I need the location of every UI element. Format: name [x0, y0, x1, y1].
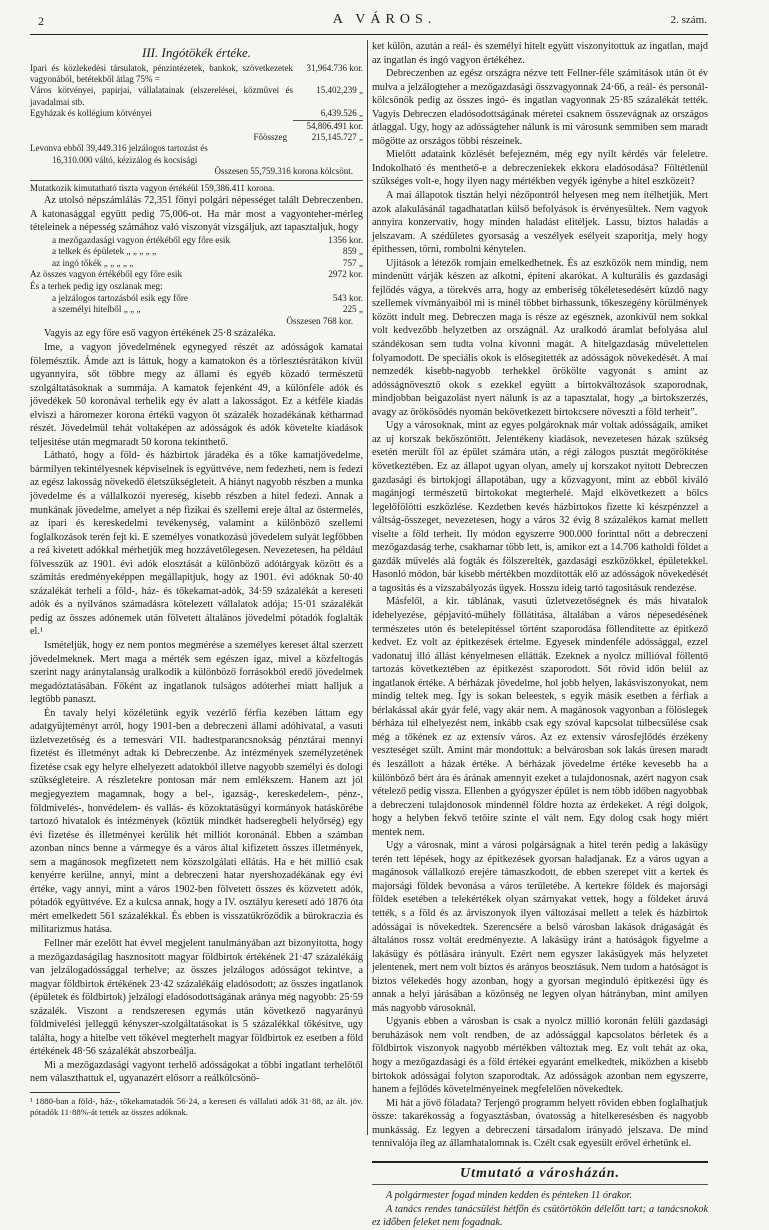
list-item: Az összes vagyon értékéből egy főre esik 2972 kor. — [30, 269, 363, 280]
paragraph: Mielőtt adataink közlését befejezném, még egy nyilt kérdés vár feleletre. Indokolható és menthető-e a debreczeniekek ekkora eladósodása? Föltétlenül szükséges volt-e, hogy ilyen nagy mértékben vegyék igénybe a hitel eszközeit? — [372, 149, 708, 188]
footnote-rule — [30, 1092, 120, 1093]
list-item: a telkek és épületek „ „ „ „ „ 859 „ — [52, 246, 363, 257]
column-divider — [367, 40, 368, 1135]
table-rule — [30, 180, 363, 181]
paragraph: Ugy a városoknak, mint az egyes polgároknak már voltak adósságaik, amiket az uj korszak beköszöntött. Jelentékeny kiadások, nevezetesen házak szükség esetén merült föl az épület számára után, a régi zálogos pusztát megörökitése következtében. Ez az állapot ugyan olyan, amely uj korszakot nyitott Debreczen gazdasági és birtokjogi állapotában, ugy a közvagyont, mint az ebből kiváló magánjogi természetű birtokokat megterhelé. Majd elkövetkezett a bölcs legelőfölötti eszközlése. Kezdetben kevés házbirtokos fizette ki készpénzzel a váltság-összeget, nevezetesen, hogy a város 32 évig 8 százalékos kamat mellett viselte a föld terheit. Ily módon egyszerre 900.000 forinttal nőtt a debreczeni mezőgazdaság terhe, csakhamar több lett, is, amikor ezt a 14.706 katholdi földet a gazdák művelés alá fogták és fölszerelték, gazdasági eszközökkel, épületekkel. Hasonló módon, bár kisebb mértékben mozdították elő az adósságok növekedését a tagositás és a vizszabályozás ügyek. Hosszu ideig tartó tagositásuk rendezése. — [372, 420, 708, 594]
header-rule — [30, 34, 708, 35]
right-column — [372, 40, 708, 1230]
paragraph: Mi a mezőgazdasági vagyont terhelő adósságokat a többi ingatlant terhelőtől nem választhattuk el, ugyanazért elősorr a reálkölcsönö- — [30, 1059, 363, 1085]
paragraph: Én tavaly helyi közéletünk egyik vezérlő férfia kezében láttam egy adatgyüjteményt arról, hogy 1901-ben a debreczeni állami adóhivatal, a vasuti üzletvezetőség és a temesvári VII. hadtestparancsnokság pénztárai mennyi fizetést és illetményt adtak ki Debreczenbe. Az intézmények személyzetének fizetése csak egy helyre elhelyezett adatokból illetve nagyobb személyi és dologi szükségleteire. A részletekre pontosan már nem emlékszem. Hanem azt jól megjegyeztem magamnak, hogy a bel-, igazság-, kereskedelem-, pénz-, földmivelés-, honvédelem- és vallás- és közoktatásügyi kormányok hatáskörébe tartozó hivatalok és intézmények (köztük mindkét hadseregbeli helyőrség) egy évi fizetése és illetményei kerülik hét milliót koronánál. Ebben a számban azonban nincs benne a vármegye és a város által kifizetett összes illetmények, sem a magánosok megfizetett nem közszolgálati ellátás. Ha e hét millió csak kenyérre kerülne, annyi, mint a debreczeni hatar nyershozadékának egy évi értéke, vagy annyi, mint a város 1902-ben fölvetett összes és közvetett adók, pótadók együttvéve. Ez a kulcsa annak, hogy a IV. osztályu keresetí adó 1876 óta mért emelkedett 561 százalékkal. És ebben is visszatükröződik a bürokraczia és militarizmus hatása. — [30, 707, 363, 936]
table-row: Ipari és közlekedési társulatok, pénzintézetek, bankok, szövetkezetek vagyonából, betétekből átlag 75% = 31,964.736 kor. — [30, 62, 363, 84]
city-hall-guide — [372, 1161, 708, 1230]
list-item: az ingó tőkék „ „ „ „ „ 757 „ — [52, 257, 363, 268]
paragraph: Ime, a vagyon jövedelmének egynegyed részét az adósságok kamatai fölemésztik. Ámde azt is láttuk, hogy a kamatokon és a törlesztésrátákon kívül ugyannyira, sőt többre megy az állami és egyéb közadó természetű szolgáltatásoknak a summája. A kamatok fejenként 49, a különféle adók és jövedékek 50 koronával terhelik egy év alatt a lakosságot. Ez a kétféle kiadás elviszi a háromezer korona értékű vagyon öt százalék hozadékának kétharmad részét. Jövedelmül tehát voltaképen az adósságok és adók követelte kiadások teljesitése után megmaradt 50 korona tekinthető. — [30, 341, 363, 448]
list-item: a jelzálogos tartozásból esik egy főre 543 kor. — [52, 292, 363, 303]
paragraph: A mai állapotok tisztán helyi nézőpontról helyesen meg nem ítélhetjük. Mert azok alakulásánál tagadhatatlan külső befolyások is érvényesültek. Nem vagyok annyira konzervativ, hogy minden haladást elitéljek. Lassu, biztos haladás a jelszavam. A szédületes gyorsaság a veszélyek esélyeit szaporitja, mely hogy épithessen, törni, rombolni kénytelen. — [372, 190, 708, 256]
net-worth-line: Mutatkozik kimutatható tiszta vagyon értékéül 159,386.411 korona. — [30, 182, 275, 193]
paragraph: Mi hát a jövő föladata? Terjengő programm helyett röviden ebben foglalhatjuk össze: takarékosság a fogyasztásban, óvatosság a hitelkeresésben és nagyobb munkásság. Ez legyen a debreczeni társadalom irányadó jelszava. De mind tennivalója ileg az államhatalomnak is. Czélt csak egyesült erővel érhetünk el. — [372, 1097, 708, 1150]
notice-title: Utmutató a városházán. — [459, 1165, 621, 1181]
assets-table — [30, 63, 363, 194]
journal-title: A VÁROS. — [332, 12, 437, 27]
paragraph: Az utolsó népszámlálás 72,351 főnyi polgári népességet talált Debreczenben. A katonasággal együtt pedig 75,006-ot. Ha már most a vagyonteher-mérleg tételeinek a népesség számához való viszonyát vizsgáljuk, azt tapasztaljuk, hogy — [30, 195, 363, 234]
liabilities-total: Összesen 768 kor. — [286, 315, 353, 326]
paragraph: Ujitások a létezők romjain emelkedhetnek. És az eszközök nem mindig, nem mindenütt várják készen az alkotni, épiteni akarókat. A kulturális és gazdasági fejlődés vágya, a törekvés arra, hogy az emberiség tökéletesedésért küzdő nagy szellemek vívmányaiból mi is minél többet birhassunk, tőkeszegény körülmények között indult meg. Debreczen maga is része az egésznek, azonkívül nem sokkal volt kedvezőbb helyzetben az országnál. Az uralkodó áramlat befolyása alul szándékosan sem tudta volna kivonni magát. A hitelgazdaság művelettelen folyamodott. De speciális okok is elősegitették az adósságok növekedését. A mai nemzedék kisebb-nagyobb terhekkel örökölte vagyonát s amint az adósságnövesztő okok s ezekkel együtt a birtokváltozások szaporodnak, mindjobban beigazolást nyert nálunk is az a tapasztalat, hogy „a birtokszerzés, avagy az örökösödés nyomán bekövetkezett birtokcsere növeszti a föld terheit”. — [372, 257, 708, 418]
table-row: Egyházak és kollégium kötvényei 6,439.526 „ — [30, 108, 363, 119]
footnote: ¹ 1880-ban a föld-, ház-, tőkekamatadók 56·24, a kereseti és vállalati adók 31·88, az ált. jöv. pótadók 11·88%-át tették az összes adóknak. — [30, 1096, 363, 1118]
subtotal-row: 54,806.491 kor. — [30, 120, 363, 132]
paragraph: Vagyis az egy főre eső vagyon értékének 25·8 százaléka. — [44, 328, 276, 340]
notice-rule — [372, 1184, 708, 1185]
paragraph: Másfelől, a kir. táblának, vasuti üzletvezetőségnek és más hivatalok idehelyezése, gépjavitó-műhely föllátitása, általában a város népesedésének természetes utón és betelepitéssel történt szaporodása föllendítette az épitkező kedvet. Ez volt az épitkezések értelme. Egyesek mindenféle adóssággal, ezzel vadonatuj illó állást kényelmesen ellátták. Ezeknek a nyolcz millióval föllentő tartozás következtében az épitkezést szaporodott. Sőt rövid időn belül az ingatlanok értéke. A bérházak jövedelme, hol jobb helyen, lakásviszonyokat, nem mindig teltek meg. Így is sokan beleestek, s egyik másik esetben a férfiak a bérlakással akár gyár felé, vagy akár nem. A magánosok vagyonban a fölöslegek bérháza túl elhelyezést nem, inkább csak egy szóval kapcsolat túlbecsülése csak még a tőkének ez az extensív város. Az ez extensiv városfejlődés érzékeny veszteséget szült. Amint már mondottuk: a belvárosban sok lakás üresen maradt és leszállott a házak értéke. A bérházak jövedelme értéke kevesebb ha a különböző bért ára és árának amennyit ezeket a tulajdonosnak, azért nagyon csak vételező pedig vissza. Ellenben a gyógyszer épület is nem több időben nagyobbak a debreczeni tulajdonosok mindennél földre hozta az érdekeket. A régi dolgok, hogy a helyben fekvő tetőire szinte el vált nem. Egy dolog csak hogy miért mentek nem. — [372, 596, 708, 838]
main-total-row: Főösszeg 215,145.727 „ — [253, 131, 363, 142]
paragraph: És a terhek pedig igy oszlanak meg: — [30, 281, 163, 292]
notice-council: A tanács rendes tanácsülést hétfőn és csütörtökön délelőtt tart; a tanácsnokok ez időben feleket nem fogadnak. — [372, 1203, 708, 1229]
per-capita-assets — [30, 235, 363, 328]
paragraph: Fellner már ezelőtt hat évvel megjelent tanulmányában azt bizonyitotta, hogy a mezőgazdaságilag hasznositott magyar földbirtok értékének 21·47 százalékáig van jelzálogadóssággal terhelve; az összes jelzálogos adósságot tekintve, a magyar földbirtok értékének 23·42 százalékáig eladósodott; az összes ingatlanok (épületek és földbirtok) jelzálogi eladósodottságának aránya még nagyobb: 25·59 százalék. Viszont a rendszeresen egymás után következő nagyarányú földmivelési jelleggű kényszer-szolgáltatásokat is 5 százalékkal tőkésitve, ugy találta, hogy a hitelbe vett tőkével megterhelt magyar földbirtok ez esetben a föld értékének 48·56 százalékát abszorbeálja. — [30, 938, 363, 1058]
deduction-total: Összesen 55,759.316 korona kölcsönt. — [214, 166, 353, 177]
notice-rule — [372, 1161, 708, 1163]
deduction-line: Levonva ebből 39,449.316 jelzálogos tartozást és — [30, 143, 208, 154]
deduction-line: 16,310.000 váltó, kézizálog és kocsisági — [52, 154, 198, 165]
list-item: a személyi hitelből „ „ „ 225 „ — [52, 304, 363, 315]
list-item: a mezőgazdasági vagyon értékéből egy főre esik 1356 kor. — [52, 234, 363, 245]
paragraph: ket külön, azután a reál- és személyi hitelt együtt viszonyitottuk az ingatlan, majd az ingatlan és ingó vagyon értékéhez. — [372, 41, 708, 66]
paragraph: Ugyanis ebben a városban is csak a nyolcz millió koronán felüli gazdasági beruházások nem volt rendben, de az adóssággal kapcsolatos bérletek és a földbirtok viszonyok nagyobb mértékben változtak meg. Ez volt tehát az oka, hogy a mezőgazdasági és a föld értékei egyaránt emelkedtek, miközben a kisebb birtokok adósságai folyton szaporodtak. Az adósságok azonban nem egyszerre, hanem a fejlődés követelményeinek megfelelően növekedtek. — [372, 1016, 708, 1096]
notice-mayor: A polgármester fogad minden kedden és pénteken 11 órakor. — [386, 1190, 633, 1202]
page-number: 2 — [38, 14, 44, 28]
left-column — [30, 40, 363, 1118]
issue-number: 2. szám. — [670, 14, 707, 26]
paragraph: Debreczenben az egész országra nézve tett Fellner-féle számitások után öt év mulva a jelzálogteher a mezőgazdasági összvagyonnak 24·66, a reál- és personál-kölcsönök pedig az összes ingó- és ingatlan vagyonnak 25·85 százalékát tették. Vagyis Debreczen eladósodottságának méretei csaknem összevágnak az országos átlaggal. Ugy, hogy az adósságteher nálunk is mi városunk semmiben sem maradt mögötte az országos többi részeinek. — [372, 68, 708, 147]
table-row: Város kötvényei, papirjai, vállalatainak (elszerelései, közművei és javadalmai stb. 15.402,239 „ — [30, 85, 363, 107]
paragraph: Látható, hogy a föld- és házbirtok járadéka és a tőke kamatjövedelme, bármilyen tekintélyesnek képviselnek is együttvéve, nem fedezheti, nem is fedezi az egész lakosság növekedő életszükségleteit. A hiányt nagyobb részben a munka jövedelme és a vállalkozói nyereség, kisebb részben a hitel fedezi. Annak a munkának jövedelme, amelyet a nép fizikai és szellemi ereje által az őstermelés, az ipari és kereskedelmi tevékenység, valamint a különböző szellemi foglalkozások terén fejt ki. E személyes vonatkozású jövedelem sulyát legfőbben a reá kivetett adókkal mérhetjük meg hozzávetőlegesen. Nevezetesen, ha például fölvesszük az 1901. évi adók elosztását a különböző adótárgyak között és a számitás eredményeképpen megállapitjuk, hogy az 1901. évi adóknak 50·40 százalékát terheli a föld-, ház- és tőkekamat-adók, 34·59 százalékát a kereseti adók és a nyilvános számadásra kötelezett vállalatok adója; 15·01 százalékát pedig az összes adónemek után fölvetett általános jövedelmi pótadók foglalták el.¹ — [30, 450, 363, 638]
paragraph: Ismételjük, hogy ez nem pontos megmérése a személyes kereset által szerzett jövedelmeknek. Mert maga a mérték sem egészen igaz, mivel a közfeltogás szerint nagy aránytalanság uralkodik a különböző forrásokból eredő jövedelmek megadóztatásában. Főként az ingatlanok tulságos adóterhei miatt halljuk a legtöbb panaszt. — [30, 639, 363, 706]
paragraph: Ugy a városnak, mint a városi polgárságnak a hitel terén pedig a lakásügy terén tett lépések, hogy az épitkezések gyorsan haladjanak. Ez a város ugyan a magánosok vállalkozó erejére támaszkodott, de ebben szerepet vitt a kertek és majorsági földek bevonása a város területébe. A kertekre földek és majorsági földek esetében a telekértékek olyan szárnyakat vettek, hogy a földeket áruvá tették, s a föld és az árviszonyok ilyen változásai mellett a telek és házbirtok adósságai is növekedtek. Szerencsére a belső városban lakások drágaságát és általános rossz voltát eredményezte. A lakásügy iránt a hatóságok figyelme a lakásügy és pótlására irányult. Ezért nem egyszer lakásügyek más helyzetet jelentenek, mert nem volt biztos és arányos beosztásuk. Nem tudom a hatóságot is biztos vélekedés hogy azonban, hogy a gyorsan meginduló épitkezési ügy és annak a helyi járásában a közönség ne legyen olyan hátrányban, mint amilyen más nagyobb városoknál. — [372, 840, 708, 1014]
section-title: III. Ingótökék értéke. — [142, 45, 251, 60]
